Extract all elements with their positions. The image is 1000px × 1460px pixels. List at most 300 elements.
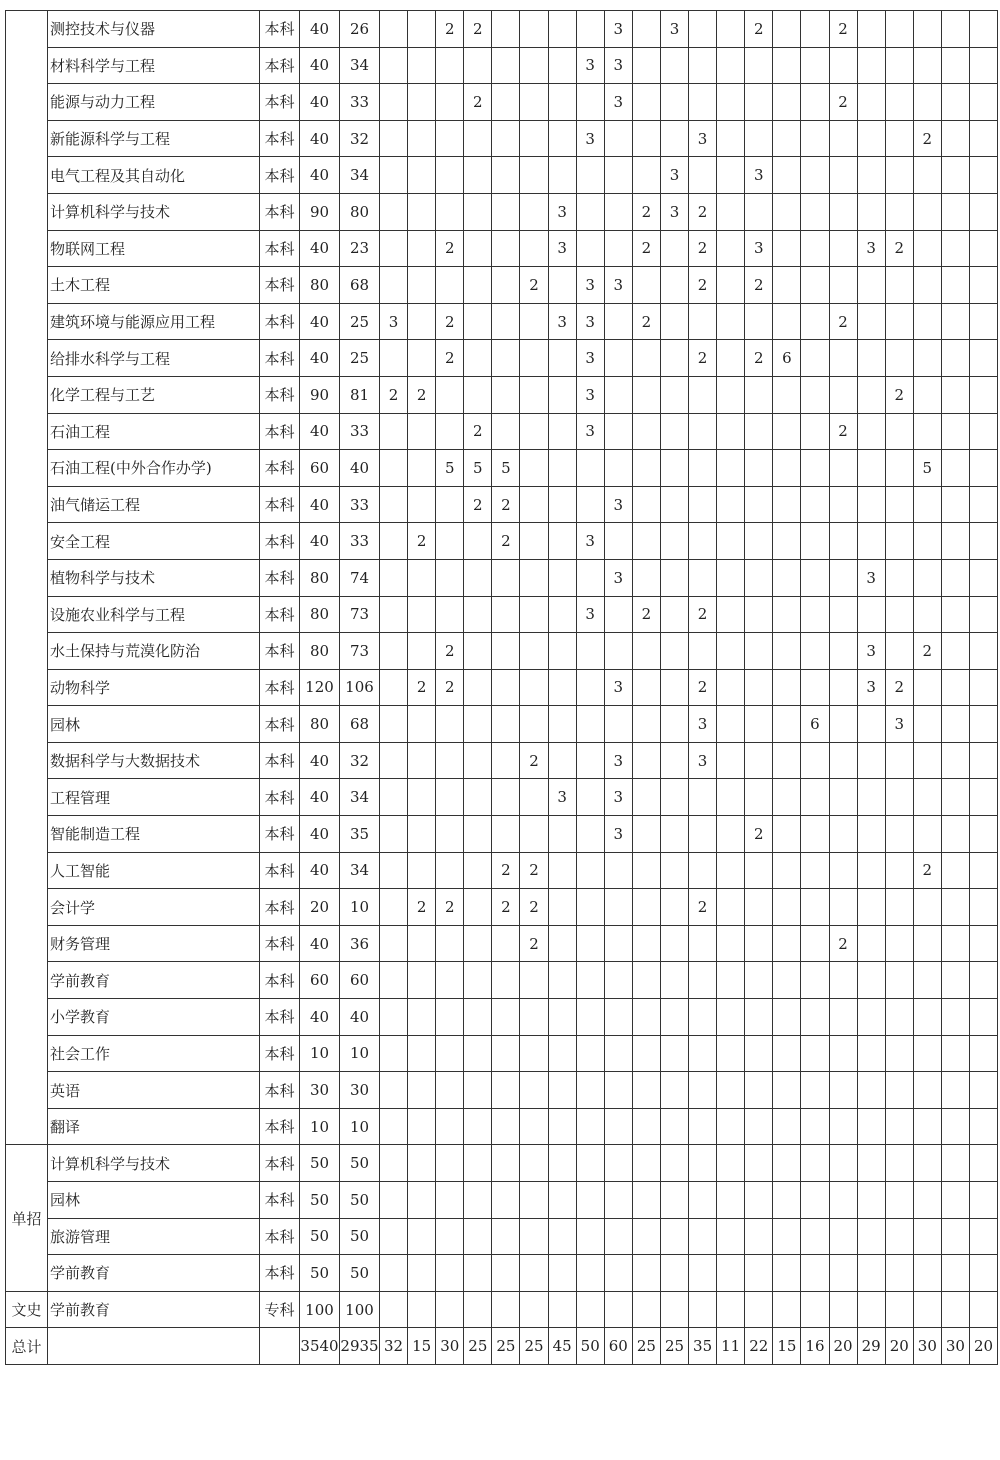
level-cell: 本科	[260, 816, 300, 853]
allocation-cell	[969, 193, 997, 230]
allocation-cell	[773, 1182, 801, 1219]
allocation-cell	[408, 1255, 436, 1292]
allocation-cell: 3	[745, 230, 773, 267]
allocation-cell	[548, 1035, 576, 1072]
total-allocation-cell: 20	[969, 1328, 997, 1365]
table-row	[6, 84, 998, 121]
allocation-cell	[885, 120, 913, 157]
allocation-cell	[941, 1291, 969, 1328]
allocation-cell	[520, 303, 548, 340]
allocation-cell	[969, 523, 997, 560]
local-count-cell: 33	[340, 486, 380, 523]
allocation-cell	[829, 267, 857, 304]
allocation-cell	[773, 633, 801, 670]
allocation-cell	[969, 1108, 997, 1145]
allocation-cell	[885, 413, 913, 450]
level-cell: 本科	[260, 303, 300, 340]
allocation-cell	[885, 559, 913, 596]
level-cell: 本科	[260, 193, 300, 230]
major-cell: 动物科学	[48, 669, 260, 706]
major-cell: 工程管理	[48, 779, 260, 816]
allocation-cell	[745, 596, 773, 633]
level-cell: 本科	[260, 1035, 300, 1072]
allocation-cell	[801, 925, 829, 962]
allocation-cell	[408, 1072, 436, 1109]
allocation-cell	[660, 669, 688, 706]
local-count-cell: 80	[340, 193, 380, 230]
plan-count-cell: 40	[300, 925, 340, 962]
allocation-cell	[520, 47, 548, 84]
allocation-cell: 2	[632, 596, 660, 633]
allocation-cell	[464, 852, 492, 889]
table-row	[6, 193, 998, 230]
allocation-cell	[689, 779, 717, 816]
allocation-cell	[717, 633, 745, 670]
local-count-cell: 36	[340, 925, 380, 962]
allocation-cell	[408, 157, 436, 194]
allocation-cell	[829, 120, 857, 157]
allocation-cell	[436, 706, 464, 743]
local-count-cell: 50	[340, 1218, 380, 1255]
local-count-cell: 68	[340, 706, 380, 743]
major-cell: 学前教育	[48, 962, 260, 999]
allocation-cell	[632, 1035, 660, 1072]
allocation-cell: 2	[829, 84, 857, 121]
allocation-cell	[885, 962, 913, 999]
allocation-cell	[436, 816, 464, 853]
allocation-cell: 2	[689, 596, 717, 633]
major-cell: 化学工程与工艺	[48, 376, 260, 413]
allocation-cell	[829, 633, 857, 670]
allocation-cell	[520, 1145, 548, 1182]
allocation-cell	[464, 157, 492, 194]
allocation-cell	[492, 706, 520, 743]
allocation-cell	[829, 852, 857, 889]
allocation-cell	[745, 1255, 773, 1292]
allocation-cell	[380, 1035, 408, 1072]
allocation-cell	[380, 523, 408, 560]
total-allocation-cell: 45	[548, 1328, 576, 1365]
allocation-cell	[717, 1035, 745, 1072]
table-row	[6, 1145, 998, 1182]
allocation-cell: 2	[520, 925, 548, 962]
major-cell: 水土保持与荒漠化防治	[48, 633, 260, 670]
allocation-cell	[801, 450, 829, 487]
allocation-cell	[801, 596, 829, 633]
allocation-cell	[632, 852, 660, 889]
allocation-cell	[829, 669, 857, 706]
table-row	[6, 486, 998, 523]
allocation-cell	[548, 47, 576, 84]
allocation-cell	[885, 1035, 913, 1072]
allocation-cell	[829, 230, 857, 267]
allocation-cell	[436, 596, 464, 633]
allocation-cell	[689, 816, 717, 853]
allocation-cell	[941, 523, 969, 560]
allocation-cell	[885, 340, 913, 377]
allocation-cell	[717, 925, 745, 962]
allocation-cell	[660, 889, 688, 926]
allocation-cell	[717, 267, 745, 304]
allocation-cell	[576, 1145, 604, 1182]
allocation-cell	[492, 120, 520, 157]
allocation-cell	[773, 1108, 801, 1145]
plan-count-cell: 100	[300, 1291, 340, 1328]
allocation-cell: 3	[576, 120, 604, 157]
allocation-cell	[380, 1072, 408, 1109]
allocation-cell	[464, 999, 492, 1036]
allocation-cell	[745, 1218, 773, 1255]
allocation-cell: 5	[492, 450, 520, 487]
allocation-cell	[969, 120, 997, 157]
allocation-cell	[941, 1145, 969, 1182]
allocation-cell	[717, 1182, 745, 1219]
total-local-cell: 2935	[340, 1328, 380, 1365]
allocation-cell	[436, 47, 464, 84]
allocation-cell	[857, 120, 885, 157]
allocation-cell: 3	[380, 303, 408, 340]
allocation-cell	[969, 1182, 997, 1219]
local-count-cell: 34	[340, 779, 380, 816]
allocation-cell: 3	[604, 816, 632, 853]
allocation-cell	[632, 742, 660, 779]
allocation-cell	[660, 742, 688, 779]
allocation-cell	[801, 1035, 829, 1072]
allocation-cell	[745, 742, 773, 779]
allocation-cell	[801, 1072, 829, 1109]
allocation-cell	[464, 267, 492, 304]
allocation-cell	[632, 1145, 660, 1182]
allocation-cell	[857, 1182, 885, 1219]
local-count-cell: 25	[340, 303, 380, 340]
allocation-cell	[913, 11, 941, 48]
major-cell: 建筑环境与能源应用工程	[48, 303, 260, 340]
table-row	[6, 1255, 998, 1292]
level-cell: 本科	[260, 596, 300, 633]
allocation-cell	[408, 193, 436, 230]
level-cell: 本科	[260, 376, 300, 413]
allocation-cell	[773, 413, 801, 450]
allocation-cell	[660, 596, 688, 633]
allocation-cell	[632, 889, 660, 926]
table-row	[6, 999, 998, 1036]
allocation-cell	[548, 1218, 576, 1255]
allocation-cell	[829, 742, 857, 779]
allocation-cell	[548, 486, 576, 523]
allocation-cell	[913, 596, 941, 633]
allocation-cell: 3	[604, 267, 632, 304]
allocation-cell	[689, 925, 717, 962]
allocation-cell	[745, 779, 773, 816]
allocation-cell: 2	[689, 230, 717, 267]
allocation-cell: 2	[829, 413, 857, 450]
allocation-cell	[689, 852, 717, 889]
allocation-cell	[969, 11, 997, 48]
plan-count-cell: 40	[300, 11, 340, 48]
allocation-cell: 2	[829, 11, 857, 48]
allocation-cell	[913, 816, 941, 853]
major-cell: 石油工程(中外合作办学)	[48, 450, 260, 487]
local-count-cell: 73	[340, 596, 380, 633]
allocation-cell	[745, 999, 773, 1036]
allocation-cell	[604, 962, 632, 999]
allocation-cell	[941, 889, 969, 926]
allocation-cell	[492, 157, 520, 194]
allocation-cell	[717, 596, 745, 633]
allocation-cell	[632, 486, 660, 523]
allocation-cell	[436, 376, 464, 413]
allocation-cell	[604, 230, 632, 267]
allocation-cell	[773, 84, 801, 121]
allocation-cell	[885, 157, 913, 194]
allocation-cell	[380, 1291, 408, 1328]
allocation-cell	[604, 999, 632, 1036]
allocation-cell	[717, 523, 745, 560]
local-count-cell: 34	[340, 47, 380, 84]
allocation-cell	[604, 1072, 632, 1109]
allocation-cell	[492, 303, 520, 340]
table-row	[6, 962, 998, 999]
allocation-cell	[717, 230, 745, 267]
table-row	[6, 120, 998, 157]
allocation-cell	[745, 84, 773, 121]
allocation-cell	[660, 1218, 688, 1255]
allocation-cell	[576, 157, 604, 194]
enrollment-plan-table	[5, 10, 998, 1365]
allocation-cell	[801, 376, 829, 413]
allocation-cell	[436, 1218, 464, 1255]
allocation-cell	[857, 1108, 885, 1145]
allocation-cell	[857, 413, 885, 450]
table-row	[6, 1182, 998, 1219]
allocation-cell: 2	[436, 230, 464, 267]
major-cell: 翻译	[48, 1108, 260, 1145]
allocation-cell	[464, 47, 492, 84]
allocation-cell	[464, 1035, 492, 1072]
allocation-cell	[941, 413, 969, 450]
allocation-cell	[548, 962, 576, 999]
plan-count-cell: 90	[300, 193, 340, 230]
allocation-cell	[464, 559, 492, 596]
allocation-cell	[632, 523, 660, 560]
allocation-cell	[913, 84, 941, 121]
allocation-cell: 5	[464, 450, 492, 487]
allocation-cell	[604, 1035, 632, 1072]
table-row	[6, 925, 998, 962]
table-row	[6, 340, 998, 377]
local-count-cell: 50	[340, 1182, 380, 1219]
total-allocation-cell: 29	[857, 1328, 885, 1365]
allocation-cell	[492, 1255, 520, 1292]
allocation-cell	[408, 1218, 436, 1255]
allocation-cell: 6	[773, 340, 801, 377]
allocation-cell	[745, 193, 773, 230]
allocation-cell	[941, 999, 969, 1036]
allocation-cell	[941, 1072, 969, 1109]
level-cell: 本科	[260, 742, 300, 779]
allocation-cell	[548, 413, 576, 450]
allocation-cell	[436, 267, 464, 304]
local-count-cell: 50	[340, 1145, 380, 1182]
allocation-cell	[408, 267, 436, 304]
allocation-cell	[604, 1291, 632, 1328]
allocation-cell	[380, 193, 408, 230]
allocation-cell	[969, 1035, 997, 1072]
local-count-cell: 33	[340, 413, 380, 450]
allocation-cell	[520, 669, 548, 706]
allocation-cell	[548, 559, 576, 596]
allocation-cell	[829, 1072, 857, 1109]
allocation-cell	[464, 706, 492, 743]
allocation-cell	[548, 84, 576, 121]
total-label-cell: 总计	[6, 1328, 48, 1365]
allocation-cell	[857, 852, 885, 889]
local-count-cell: 32	[340, 742, 380, 779]
allocation-cell	[829, 1218, 857, 1255]
allocation-cell	[492, 340, 520, 377]
allocation-cell	[969, 267, 997, 304]
allocation-cell	[408, 413, 436, 450]
allocation-cell	[492, 267, 520, 304]
allocation-cell	[604, 925, 632, 962]
allocation-cell	[941, 1182, 969, 1219]
allocation-cell	[436, 1291, 464, 1328]
allocation-cell	[745, 852, 773, 889]
allocation-cell	[913, 1182, 941, 1219]
allocation-cell: 2	[632, 193, 660, 230]
allocation-cell	[857, 340, 885, 377]
allocation-cell	[885, 1145, 913, 1182]
allocation-cell: 3	[548, 230, 576, 267]
allocation-cell	[745, 633, 773, 670]
allocation-cell: 2	[913, 120, 941, 157]
allocation-cell	[913, 47, 941, 84]
allocation-cell	[829, 376, 857, 413]
total-allocation-cell: 30	[436, 1328, 464, 1365]
major-cell: 石油工程	[48, 413, 260, 450]
allocation-cell	[464, 1072, 492, 1109]
allocation-cell	[773, 816, 801, 853]
allocation-cell	[520, 706, 548, 743]
allocation-cell	[941, 1035, 969, 1072]
allocation-cell: 2	[689, 889, 717, 926]
allocation-cell	[632, 1182, 660, 1219]
allocation-cell: 2	[745, 11, 773, 48]
allocation-cell	[380, 1108, 408, 1145]
table-row	[6, 47, 998, 84]
allocation-cell	[660, 267, 688, 304]
allocation-cell	[408, 925, 436, 962]
allocation-cell	[969, 779, 997, 816]
allocation-cell	[548, 376, 576, 413]
allocation-cell	[857, 84, 885, 121]
allocation-cell: 2	[520, 852, 548, 889]
total-allocation-cell: 35	[689, 1328, 717, 1365]
allocation-cell: 2	[829, 925, 857, 962]
major-cell: 计算机科学与技术	[48, 1145, 260, 1182]
allocation-cell	[885, 193, 913, 230]
allocation-cell	[801, 120, 829, 157]
table-row	[6, 523, 998, 560]
allocation-cell	[548, 889, 576, 926]
allocation-cell	[801, 84, 829, 121]
level-cell: 专科	[260, 1291, 300, 1328]
allocation-cell	[604, 303, 632, 340]
allocation-cell	[604, 523, 632, 560]
allocation-cell	[632, 779, 660, 816]
allocation-cell	[660, 852, 688, 889]
allocation-cell	[520, 779, 548, 816]
plan-count-cell: 40	[300, 523, 340, 560]
allocation-cell	[857, 889, 885, 926]
allocation-cell	[801, 633, 829, 670]
allocation-cell	[801, 523, 829, 560]
plan-count-cell: 90	[300, 376, 340, 413]
allocation-cell	[941, 450, 969, 487]
table-row	[6, 157, 998, 194]
allocation-cell	[885, 816, 913, 853]
allocation-cell	[576, 486, 604, 523]
allocation-cell: 2	[913, 633, 941, 670]
level-cell: 本科	[260, 47, 300, 84]
local-count-cell: 30	[340, 1072, 380, 1109]
allocation-cell	[632, 450, 660, 487]
allocation-cell	[717, 450, 745, 487]
allocation-cell	[492, 1072, 520, 1109]
allocation-cell	[436, 999, 464, 1036]
allocation-cell	[576, 633, 604, 670]
allocation-cell	[717, 120, 745, 157]
table-row	[6, 303, 998, 340]
allocation-cell	[941, 376, 969, 413]
allocation-cell	[632, 120, 660, 157]
allocation-cell: 2	[632, 303, 660, 340]
allocation-cell	[492, 376, 520, 413]
allocation-cell	[380, 706, 408, 743]
total-allocation-cell: 15	[773, 1328, 801, 1365]
allocation-cell	[380, 816, 408, 853]
allocation-cell	[745, 450, 773, 487]
allocation-cell: 2	[436, 633, 464, 670]
allocation-cell	[464, 376, 492, 413]
allocation-cell	[408, 303, 436, 340]
allocation-cell	[689, 1035, 717, 1072]
allocation-cell: 2	[436, 669, 464, 706]
allocation-cell: 5	[436, 450, 464, 487]
allocation-cell	[745, 120, 773, 157]
allocation-cell	[576, 559, 604, 596]
allocation-cell	[604, 1145, 632, 1182]
allocation-cell	[941, 47, 969, 84]
table-row	[6, 779, 998, 816]
allocation-cell	[660, 962, 688, 999]
allocation-cell	[632, 669, 660, 706]
allocation-cell	[801, 1218, 829, 1255]
allocation-cell	[576, 742, 604, 779]
plan-count-cell: 10	[300, 1108, 340, 1145]
total-allocation-cell: 22	[745, 1328, 773, 1365]
allocation-cell	[380, 779, 408, 816]
allocation-cell	[913, 1255, 941, 1292]
allocation-cell	[745, 1182, 773, 1219]
allocation-cell	[576, 84, 604, 121]
allocation-cell	[632, 1218, 660, 1255]
allocation-cell	[380, 120, 408, 157]
major-cell: 小学教育	[48, 999, 260, 1036]
allocation-cell	[885, 852, 913, 889]
allocation-cell	[520, 1072, 548, 1109]
allocation-cell	[660, 486, 688, 523]
